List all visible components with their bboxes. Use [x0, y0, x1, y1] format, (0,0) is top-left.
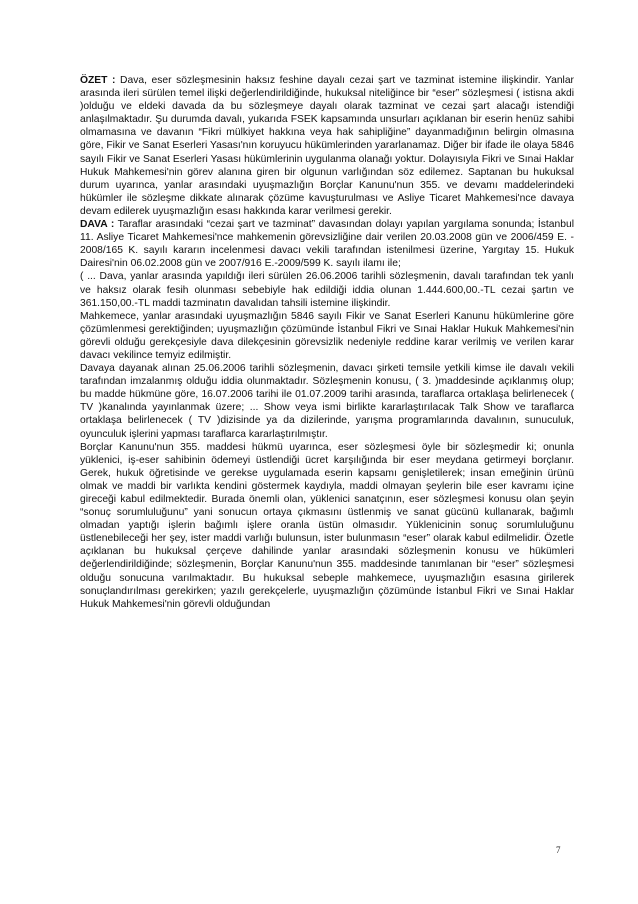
page-number: 7: [556, 845, 561, 855]
body-paragraph: Mahkemece, yanlar arasındaki uyuşmazlığın 5846 sayılı Fikir ve Sanat Eserleri Kanunu hükümlerine göre çözümlenmesi gerektiğinden; uyuşmazlığın çözümünde İstanbul Fikri ve Sınai Haklar Hukuk Mahkemesi'nin görevli olduğu gerekçesiyle dava dilekçesinin görevsizlik nedeniyle reddine karar verilmiş ve verilen karar davacı vekilince temyiz edilmiştir.: [80, 310, 574, 361]
summary-label: ÖZET :: [80, 75, 116, 86]
case-text: Taraflar arasındaki “cezai şart ve tazminat” davasından dolayı yapılan yargılama sonunda; İstanbul 11. Asliye Ticaret Mahkemesi'nce mahkemenin görevsizliğine dair verilen 20.03.2008 gün ve 2006/459 E. - 2008/165 K. sayılı kararın incelenmesi davacı vekili tarafından istenilmesi üzerine, Yargıtay 15. Hukuk Dairesi'nin 06.02.2008 gün ve 2007/916 E.-2009/599 K. sayılı ilamı ile;: [80, 219, 574, 270]
body-paragraph: ( ... Dava, yanlar arasında yapıldığı ileri sürülen 26.06.2006 tarihli sözleşmenin, davalı tarafından tek yanlı ve haksız olarak fesih olunması sebebiyle hak edildiği iddia olunan 1.444.600,00.-TL cezai şartın ve 361.150,00.-TL maddi tazminatın davalıdan tahsili istemine ilişkindir.: [80, 271, 574, 309]
document-body: [80, 74, 574, 611]
summary-paragraph: [80, 74, 574, 218]
body-paragraph: Davaya dayanak alınan 25.06.2006 tarihli sözleşmenin, davacı şirketi temsile yetkili kimse ile davalı vekili tarafından imzalanmış olduğu iddia olunmaktadır. Sözleşmenin konusu, ( 3. )maddesinde açıklanmış olup; bu madde hükmüne göre, 16.07.2006 tarihi ile 01.07.2009 tarihi arasında, taraflarca ortaklaşa belirlenecek ( TV )kanalında yayınlanmak üzere; ... Show veya ismi birlikte kararlaştırılacak Talk Show ve taraflarca ortaklaşa belirlenecek ( TV )dizisinde ya da dizilerinde, yarışma programlarında davalının, sunuculuk, oyunculuk işlerini yapması taraflarca kararlaştırılmıştır.: [80, 363, 574, 440]
body-paragraph: Borçlar Kanunu'nun 355. maddesi hükmü uyarınca, eser sözleşmesi öyle bir sözleşmedir ki; onunla yüklenici, iş-eser sahibinin ödemeyi üstlendiği ücret karşılığında bir eser meydana getirmeyi borçlanır. Gerek, hukuk öğretisinde ve gerekse uygulamada eserin kapsamı genişletilerek; insan emeğinin ürünü olmak ve maddi bir varlıkta kendini göstermek kaydıyla, maddi olmayan şeylerin bile eser kavramı içine gireceği kabul edilmektedir. Burada önemli olan, yüklenici sanatçının, eser sözleşmesi konusu olan şeyin “sonuç sorumluluğunu” yani sonucun ortaya çıkmasını üstlenmiş ve sanat gücünü kullanarak, bağımlı olmadan yaptığı işlerin bağımlı işlere oranla üstün olmasıdır. Yüklenicinin sonuç sorumluluğunu üstlenebileceği her şey, ister maddi varlığı bulunsun, ister bulunmasın “eser” olarak kabul edilmelidir. Özetle açıklanan bu hukuksal çerçeve dahilinde yanlar arasındaki sözleşmenin konusu ve hükümleri değerlendirildiğinde; sözleşmenin, Borçlar Kanunu'nun 355. maddesinde tanımlanan bir “eser” sözleşmesi olduğu sonucuna varılmaktadır. Bu hukuksal sebeple mahkemece, uyuşmazlığın esasına girilerek sonuçlandırılması gerekirken; yazılı gerekçelerle, uyuşmazlığın çözümünde İstanbul Fikri ve Sınai Haklar Hukuk Mahkemesi'nin görevli olduğundan: [80, 441, 574, 610]
case-label: DAVA :: [80, 219, 115, 231]
summary-text: Dava, eser sözleşmesinin haksız feshine dayalı cezai şart ve tazminat istemine ilişkindir. Yanlar arasında ileri sürülen temel ilişki değerlendirildiğinde, hukuksal niteliğince bir “eser” sözleşmesi ( istisna akdi )olduğu ve eldeki davada da bu sözleşmeye dayalı olarak tazminat ve cezai şart alacağı istendiği anlaşılmaktadır. Şu durumda davalı, yukarıda FSEK kapsamında unsurları açıklanan bir eserin henüz sahibi olmamasına ve davanın “Fikri mülkiyet hakkına veya hak sahipliğine” dayanmadığının belirgin olmasına göre, Fikir ve Sanat Eserleri Yasası'nın koruyucu hükümlerinden yararlanamaz. Diğer bir ifade ile olaya 5846 sayılı Fikir ve Sanat Eserleri Yasası hükümlerinin uygulanma olanağı yoktur. Dolayısıyla Fikri ve Sınai Haklar Hukuk Mahkemesi'nin görev alanına giren bir olgunun varlığından söz edilemez. Saptanan bu hukuksal durum uyarınca, yanlar arasındaki uyuşmazlığın Borçlar Kanunu'nun 355. ve devamı maddelerindeki hükümler ile sözleşme dikkate alınarak çözüme kavuşturulması ve Asliye Ticaret Mahkemesi'nce davaya devam edilerek uyuşmazlığın esası hakkında karar verilmesi gerekir.: [80, 75, 574, 217]
case-paragraph: [80, 218, 574, 270]
